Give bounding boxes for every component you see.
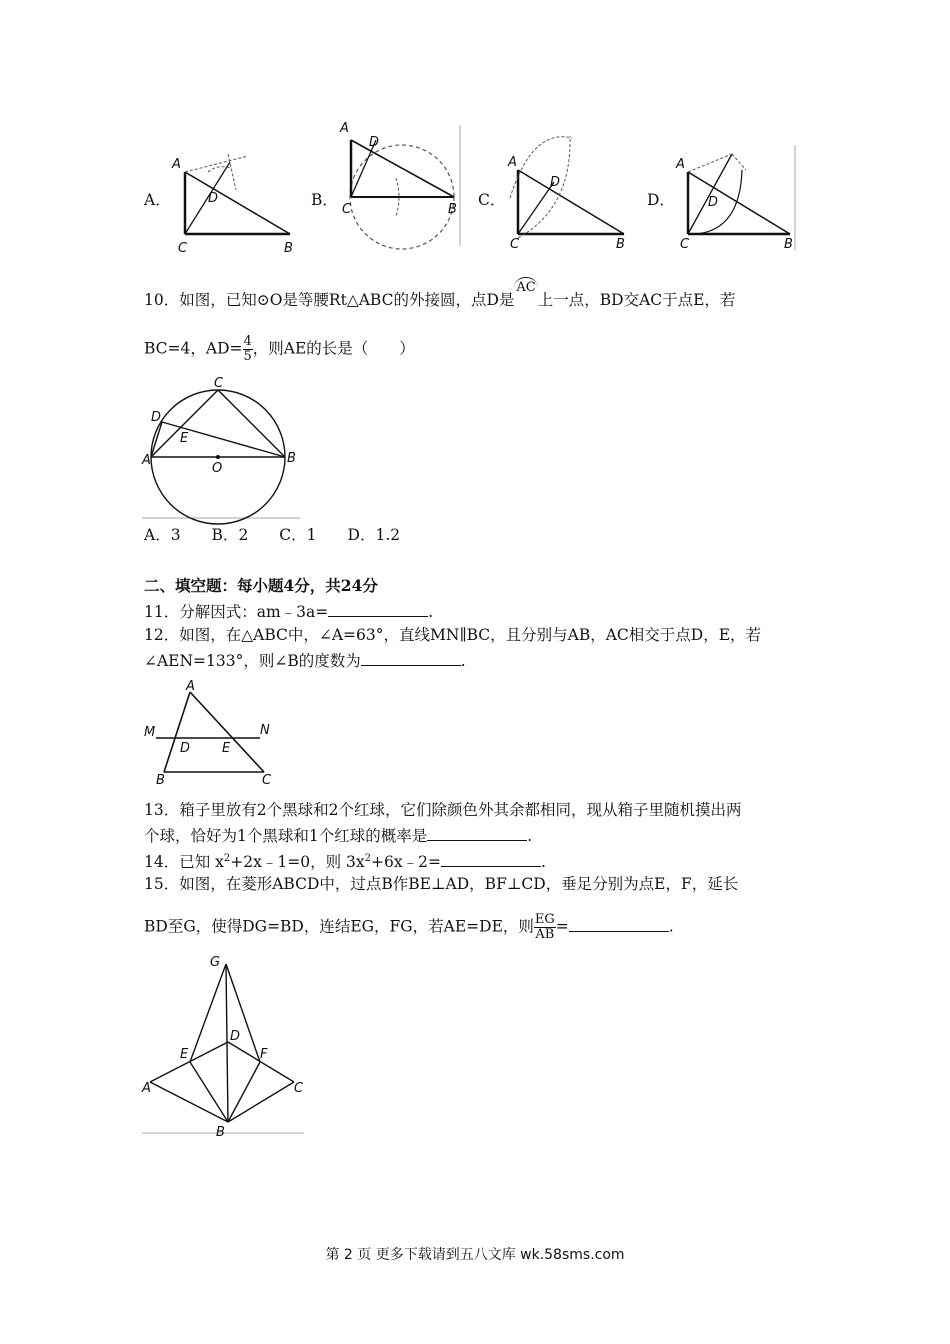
svg-text:D: D xyxy=(151,410,162,425)
q15-text-b: = xyxy=(555,917,569,936)
svg-text:D: D xyxy=(180,741,191,756)
svg-text:A: A xyxy=(676,157,685,172)
q14-sup-1: 2 xyxy=(223,853,231,864)
svg-text:D: D xyxy=(550,175,561,190)
q10-frac-num: 4 xyxy=(243,334,252,349)
svg-text:B: B xyxy=(156,773,165,788)
svg-text:D: D xyxy=(369,135,380,150)
svg-text:B: B xyxy=(287,451,296,466)
svg-text:E: E xyxy=(180,431,189,446)
svg-text:C: C xyxy=(214,376,224,391)
svg-text:C: C xyxy=(178,241,188,256)
q12-line2 xyxy=(144,650,466,671)
q12-blank[interactable] xyxy=(361,650,461,666)
q10-text-c: BC=4，AD= xyxy=(144,339,243,358)
svg-text:D: D xyxy=(230,1029,241,1044)
q14-text-a: 14．已知 x xyxy=(144,853,224,872)
q10-figure xyxy=(142,372,302,522)
q13-line1: 13．箱子里放有2个黑球和2个红球，它们除颜色外其余都相同，现从箱子里随机摸出两 xyxy=(144,801,742,819)
svg-text:C: C xyxy=(294,1081,304,1096)
q11 xyxy=(144,601,433,622)
q15-line2 xyxy=(144,913,674,942)
q10-line2 xyxy=(144,335,415,364)
q11-blank[interactable] xyxy=(328,601,428,617)
q15-text-a: BD至G，使得DG=BD，连结EG，FG，若AE=DE，则 xyxy=(144,917,534,936)
q14-end: . xyxy=(540,853,546,872)
q13-blank[interactable] xyxy=(427,825,527,841)
q15-blank[interactable] xyxy=(569,916,669,932)
q14-text-b: +2x﹣1=0，则 3x xyxy=(230,853,365,872)
q13-line2 xyxy=(144,825,532,846)
q15-fraction xyxy=(534,913,556,942)
svg-text:B: B xyxy=(216,1125,225,1140)
svg-text:B: B xyxy=(784,237,793,252)
q14-sup-2: 2 xyxy=(364,853,371,864)
q12-line1: 12．如图，在△ABC中，∠A=63°，直线MN∥BC，且分别与AB，AC相交于点D，E，若 xyxy=(144,626,762,644)
q10-text-b: 上一点，BD交AC于点E，若 xyxy=(537,291,736,309)
svg-text:A: A xyxy=(508,155,517,170)
option-a-figure xyxy=(168,150,298,256)
svg-text:C: C xyxy=(262,773,272,788)
q10-fraction xyxy=(243,335,253,364)
q10-line1 xyxy=(144,280,736,312)
svg-text:C: C xyxy=(342,202,352,217)
svg-text:C: C xyxy=(680,237,690,252)
svg-text:B: B xyxy=(448,202,457,217)
svg-text:M: M xyxy=(144,725,156,740)
q12-text: ∠AEN=133°，则∠B的度数为 xyxy=(144,652,361,670)
q14-blank[interactable] xyxy=(441,851,541,867)
svg-text:C: C xyxy=(510,237,520,252)
q13-text: 个球，恰好为1个黑球和1个红球的概率是 xyxy=(144,827,428,845)
q10-text-d: ，则AE的长是（ ） xyxy=(252,339,415,358)
q14 xyxy=(144,849,546,872)
svg-text:F: F xyxy=(260,1047,268,1062)
svg-text:A: A xyxy=(186,679,195,694)
q15-line1: 15．如图，在菱形ABCD中，过点B作BE⊥AD，BF⊥CD，垂足分别为点E，F，延长 xyxy=(144,875,739,893)
svg-text:A: A xyxy=(142,1081,151,1096)
q11-end: . xyxy=(428,603,434,621)
svg-text:A: A xyxy=(340,121,349,136)
svg-text:A: A xyxy=(142,453,151,468)
section2-title: 二、填空题：每小题4分，共24分 xyxy=(144,576,378,595)
option-d-label: D． xyxy=(647,191,675,209)
q10-arc-label: AC xyxy=(514,277,537,298)
option-a-label: A． xyxy=(144,191,171,209)
svg-text:D: D xyxy=(708,195,719,210)
option-c-label: C． xyxy=(478,191,506,209)
q13-end: . xyxy=(527,827,533,845)
svg-text:O: O xyxy=(212,461,223,476)
option-b-figure xyxy=(336,120,466,250)
option-b-label: B． xyxy=(311,191,338,209)
svg-text:E: E xyxy=(222,741,231,756)
svg-text:B: B xyxy=(284,241,293,256)
q11-text: 11．分解因式：am﹣3a= xyxy=(144,603,329,621)
q14-text-c: +6x﹣2= xyxy=(371,853,441,872)
svg-text:D: D xyxy=(208,191,219,206)
q10-options: A．3 B．2 C．1 D．1.2 xyxy=(144,526,401,544)
q12-end: . xyxy=(460,652,466,670)
option-d-figure xyxy=(670,140,800,250)
svg-text:N: N xyxy=(260,723,270,738)
svg-text:G: G xyxy=(210,955,221,970)
q15-frac-num: EG xyxy=(534,912,555,927)
page-footer: 第 2 页 更多下载请到五八文库 wk.58sms.com xyxy=(325,1247,625,1263)
q12-figure xyxy=(142,680,282,788)
option-c-figure xyxy=(502,128,637,250)
q15-end: . xyxy=(668,917,674,936)
q15-frac-den: AB xyxy=(535,927,555,942)
svg-text:B: B xyxy=(616,237,625,252)
svg-text:A: A xyxy=(172,157,181,172)
q10-frac-den: 5 xyxy=(243,349,252,364)
svg-text:E: E xyxy=(180,1047,189,1062)
q10-text-a: 10．如图，已知⊙O是等腰Rt△ABC的外接圆，点D是 xyxy=(144,291,515,309)
q15-figure xyxy=(142,952,307,1140)
